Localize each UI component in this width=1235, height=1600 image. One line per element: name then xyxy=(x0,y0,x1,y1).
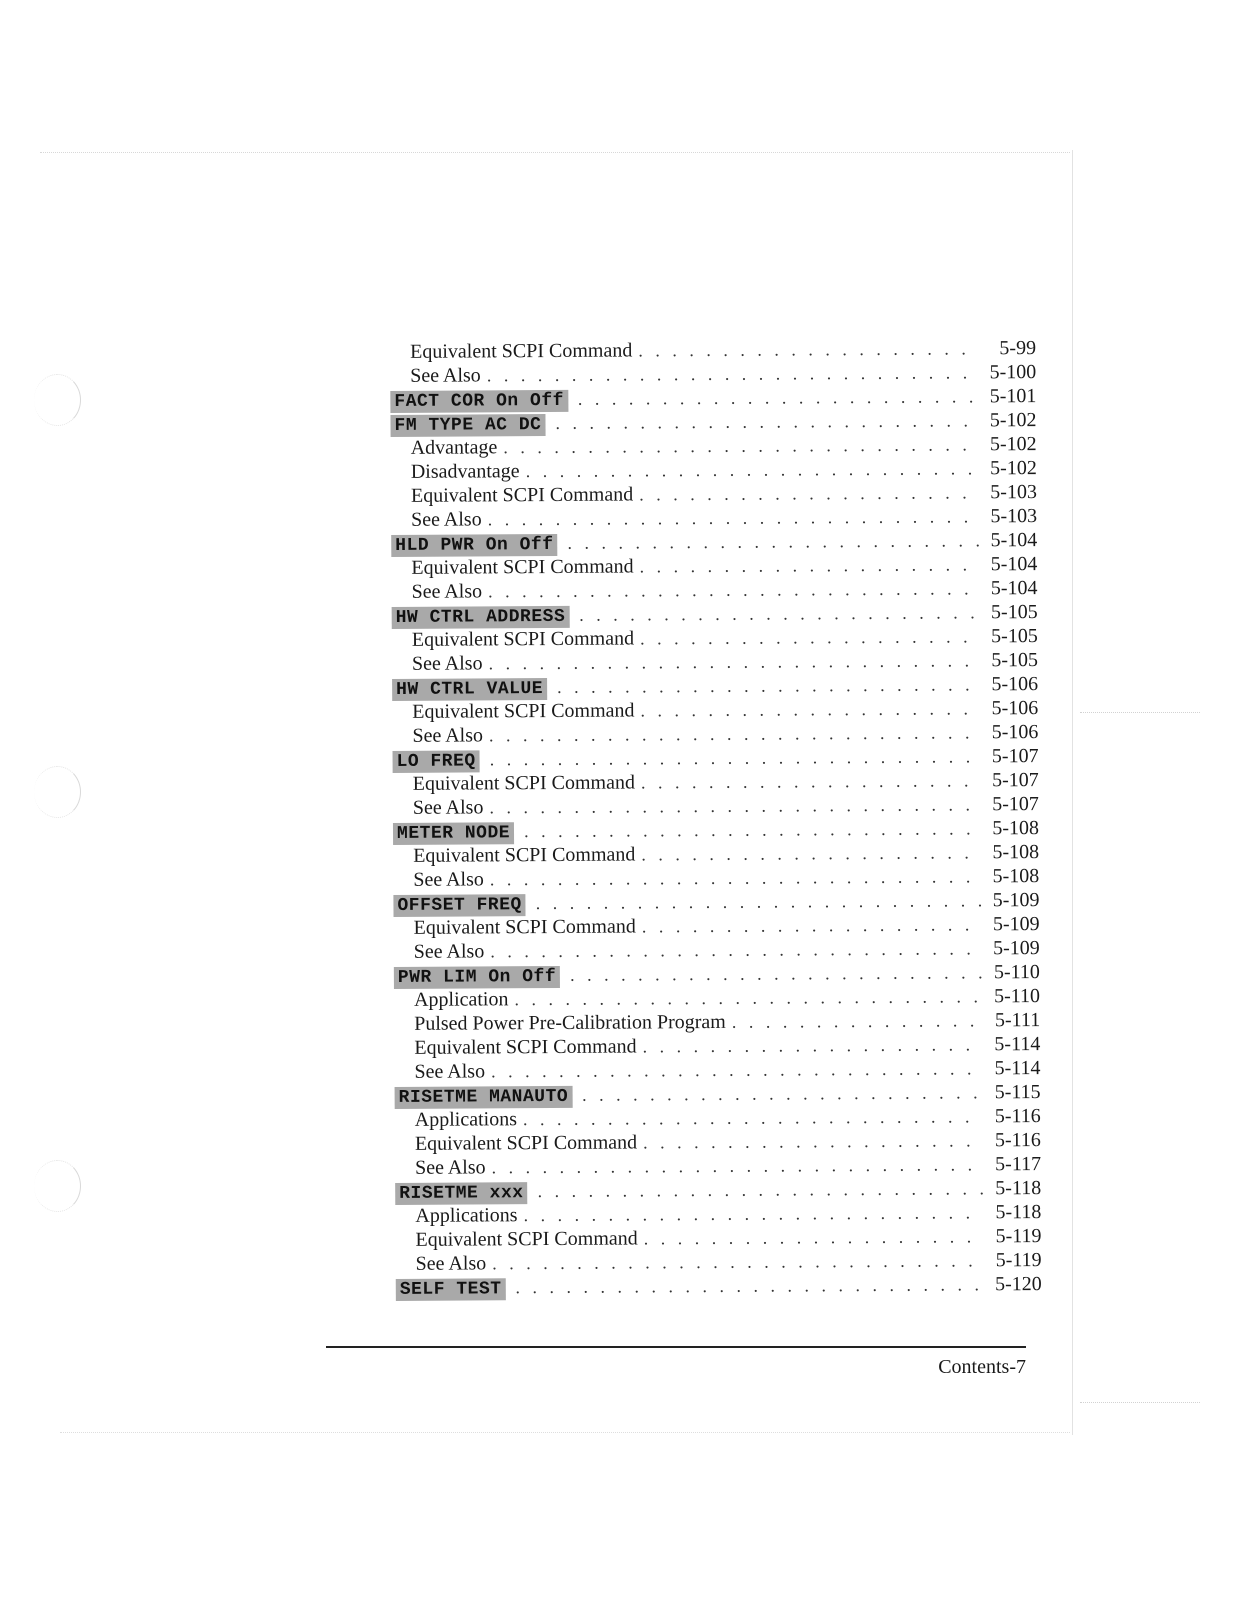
toc-page-number: 5-108 xyxy=(992,817,1040,840)
toc-page-number: 5-118 xyxy=(995,1177,1042,1200)
toc-page-number: 5-106 xyxy=(991,673,1039,696)
toc-page-number: 5-106 xyxy=(991,721,1039,744)
toc-entry-label: Equivalent SCPI Command xyxy=(410,483,634,507)
dot-leader xyxy=(490,864,982,891)
toc-page-number: 5-111 xyxy=(994,1009,1041,1032)
binder-hole xyxy=(34,1160,81,1212)
toc-entry-label: Equivalent SCPI Command xyxy=(413,915,636,939)
dot-leader xyxy=(490,744,981,771)
softkey-label: HW CTRL ADDRESS xyxy=(392,606,570,629)
toc-page-number: 5-119 xyxy=(995,1225,1042,1248)
dot-leader xyxy=(579,600,980,626)
toc-page-number: 5-108 xyxy=(992,865,1040,888)
dot-leader xyxy=(557,672,980,699)
toc-page-number: 5-109 xyxy=(992,937,1040,960)
toc-page-number: 5-102 xyxy=(990,457,1037,480)
dot-leader xyxy=(638,336,978,362)
toc-page-number: 5-108 xyxy=(992,841,1040,864)
dot-leader xyxy=(514,984,982,1011)
toc-entry-label: Equivalent SCPI Command xyxy=(411,627,635,651)
toc-page-number: 5-110 xyxy=(993,961,1040,984)
toc-entry-label: Applications xyxy=(414,1108,518,1131)
toc-entry-label: See Also xyxy=(412,796,484,819)
toc-entry-label: Pulsed Power Pre-Calibration Program xyxy=(414,1010,726,1035)
toc-command-entry xyxy=(392,1272,1042,1300)
dot-leader xyxy=(641,768,981,794)
dot-leader xyxy=(488,648,980,675)
toc-entry-label: See Also xyxy=(413,940,485,963)
toc-entry-label: See Also xyxy=(412,724,484,747)
toc-page-number: 5-105 xyxy=(991,625,1038,648)
toc-page-number: 5-119 xyxy=(995,1249,1042,1272)
dot-leader xyxy=(515,1272,983,1299)
toc-page-number: 5-106 xyxy=(991,697,1039,720)
toc-page-number: 5-102 xyxy=(989,409,1037,432)
toc-page-number: 5-107 xyxy=(991,745,1039,768)
dot-leader xyxy=(643,1128,983,1154)
toc-page-number: 5-100 xyxy=(989,361,1037,384)
dot-leader xyxy=(555,408,978,435)
dot-leader xyxy=(640,696,980,722)
dot-leader xyxy=(644,1224,984,1250)
toc-entry-label: Equivalent SCPI Command xyxy=(413,843,636,867)
toc-page-number: 5-105 xyxy=(990,601,1038,624)
toc-entry-label: See Also xyxy=(411,508,482,531)
toc-page-number: 5-120 xyxy=(995,1273,1042,1296)
toc-page-number: 5-118 xyxy=(995,1201,1042,1224)
dot-leader xyxy=(536,888,982,915)
dot-leader xyxy=(537,1176,983,1203)
toc-page-number: 5-104 xyxy=(990,577,1038,600)
toc-entry-label: Advantage xyxy=(410,436,498,459)
toc-page-number: 5-109 xyxy=(992,889,1040,912)
softkey-label: FACT COR On Off xyxy=(390,390,568,413)
softkey-label: OFFSET FREQ xyxy=(393,894,525,917)
toc-page-number: 5-114 xyxy=(994,1057,1041,1080)
dot-leader xyxy=(640,624,980,650)
toc-entry-label: See Also xyxy=(415,1252,487,1275)
toc-page-number: 5-101 xyxy=(989,385,1037,408)
toc-entry-label: Equivalent SCPI Command xyxy=(411,555,634,579)
softkey-label: RISETME MANAUTO xyxy=(395,1086,573,1109)
toc-entry-label: See Also xyxy=(414,1060,486,1083)
scan-mark xyxy=(1080,1402,1200,1403)
toc-page-number: 5-102 xyxy=(989,433,1037,456)
dot-leader xyxy=(489,720,981,747)
dot-leader xyxy=(732,1008,983,1034)
toc-entry-label: Equivalent SCPI Command xyxy=(415,1227,638,1251)
toc-entry-label: See Also xyxy=(414,1156,486,1179)
toc-entry-label: Equivalent SCPI Command xyxy=(412,699,635,723)
toc-entry-label: Application xyxy=(413,988,509,1011)
toc-entry-label: Equivalent SCPI Command xyxy=(412,771,635,795)
dot-leader xyxy=(567,528,979,555)
toc-page-number: 5-109 xyxy=(992,913,1040,936)
dot-leader xyxy=(640,552,980,578)
dot-leader xyxy=(526,456,979,483)
toc-entry-label: Disadvantage xyxy=(410,460,520,483)
dot-leader xyxy=(491,1056,983,1083)
toc-entry-label: See Also xyxy=(411,652,483,675)
dot-leader xyxy=(488,504,980,531)
toc-page-number: 5-110 xyxy=(994,985,1041,1008)
toc-entry-label: Equivalent SCPI Command xyxy=(414,1035,637,1059)
dot-leader xyxy=(503,432,978,459)
toc-entry-label: Equivalent SCPI Command xyxy=(410,339,633,363)
scan-mark xyxy=(1080,712,1200,713)
dot-leader xyxy=(639,480,979,506)
softkey-label: HW CTRL VALUE xyxy=(392,678,547,701)
dot-leader xyxy=(487,360,979,387)
dot-leader xyxy=(492,1152,984,1179)
softkey-label: METER NODE xyxy=(393,822,514,845)
toc-page-number: 5-103 xyxy=(990,481,1038,504)
toc-entry-label: See Also xyxy=(413,868,484,891)
toc-page-number: 5-105 xyxy=(991,649,1039,672)
table-of-contents xyxy=(386,336,1042,1300)
dot-leader xyxy=(642,1032,982,1058)
softkey-label: PWR LIM On Off xyxy=(394,966,560,989)
toc-page-number: 5-107 xyxy=(991,769,1039,792)
scan-edge-bottom xyxy=(60,1432,1070,1433)
toc-entry-label: See Also xyxy=(411,580,483,603)
binder-hole xyxy=(34,766,81,818)
softkey-label: HLD PWR On Off xyxy=(391,534,557,557)
dot-leader xyxy=(490,936,982,963)
toc-entry-label: See Also xyxy=(410,364,481,387)
scan-edge-top xyxy=(40,152,1070,153)
toc-entry-label: Applications xyxy=(415,1204,518,1227)
page-number-label: Contents-7 xyxy=(938,1356,1026,1378)
toc-page-number: 5-116 xyxy=(994,1129,1041,1152)
dot-leader xyxy=(642,912,982,938)
dot-leader xyxy=(489,792,981,819)
toc-page-number: 5-99 xyxy=(999,337,1037,360)
dot-leader xyxy=(578,384,979,410)
binder-hole xyxy=(34,374,81,426)
toc-page-number: 5-117 xyxy=(995,1153,1042,1176)
toc-page-number: 5-107 xyxy=(992,793,1039,816)
dot-leader xyxy=(582,1080,983,1106)
softkey-label: RISETME xxx xyxy=(395,1182,527,1205)
dot-leader xyxy=(488,576,980,603)
dot-leader xyxy=(523,1200,983,1227)
toc-page-number: 5-114 xyxy=(994,1033,1041,1056)
dot-leader xyxy=(492,1248,984,1275)
toc-page-number: 5-104 xyxy=(990,529,1038,552)
softkey-label: FM TYPE AC DC xyxy=(390,414,545,437)
softkey-label: SELF TEST xyxy=(396,1278,506,1301)
toc-page-number: 5-115 xyxy=(994,1081,1041,1104)
softkey-label: LO FREQ xyxy=(393,750,480,773)
toc-page-number: 5-103 xyxy=(990,505,1038,528)
scan-edge-right xyxy=(1072,150,1073,1435)
dot-leader xyxy=(524,816,981,843)
toc-page-number: 5-104 xyxy=(990,553,1038,576)
dot-leader xyxy=(523,1104,983,1131)
toc-page-number: 5-116 xyxy=(994,1105,1041,1128)
dot-leader xyxy=(641,840,981,866)
dot-leader xyxy=(570,960,982,987)
footer-rule xyxy=(326,1346,1026,1348)
toc-entry-label: Equivalent SCPI Command xyxy=(414,1131,638,1155)
